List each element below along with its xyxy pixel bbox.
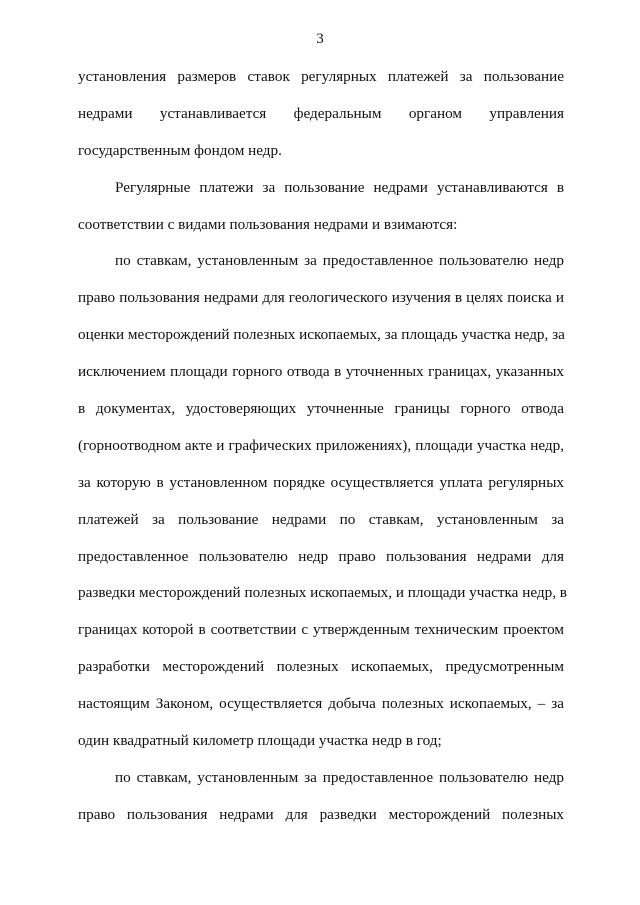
text-line: разработки месторождений полезных ископаемых, предусмотренным (78, 658, 564, 676)
text-line: один квадратный километр площади участка недр в год; (78, 732, 442, 750)
text-line: по ставкам, установленным за предоставленное пользователю недр (115, 252, 564, 270)
text-line: (горноотводном акте и графических приложениях), площади участка недр, (78, 436, 564, 454)
text-line: предоставленное пользователю недр право пользования недрами для (78, 547, 564, 565)
text-line: исключением площади горного отвода в уточненных границах, указанных (78, 363, 564, 381)
text-line: государственным фондом недр. (78, 141, 282, 159)
text-line: недрами устанавливается федеральным органом управления (78, 104, 564, 122)
body-text (78, 67, 567, 842)
text-line: право пользования недрами для разведки месторождений полезных (78, 805, 564, 823)
page-number: 3 (316, 31, 324, 47)
text-line: в документах, удостоверяющих уточненные границы горного отвода (78, 400, 564, 418)
text-line: границах которой в соответствии с утвержденным техническим проектом (78, 621, 564, 639)
text-line: по ставкам, установленным за предоставленное пользователю недр (115, 768, 564, 786)
text-line: право пользования недрами для геологического изучения в целях поиска и (78, 289, 564, 307)
text-line: настоящим Законом, осуществляется добыча полезных ископаемых, – за (78, 695, 564, 713)
text-line: платежей за пользование недрами по ставкам, установленным за (78, 510, 564, 528)
text-line: за которую в установленном порядке осуществляется уплата регулярных (78, 473, 564, 491)
text-line: оценки месторождений полезных ископаемых, за площадь участка недр, за (78, 326, 565, 344)
text-line: разведки месторождений полезных ископаемых, и площади участка недр, в (78, 584, 567, 602)
text-line: Регулярные платежи за пользование недрами устанавливаются в (115, 178, 564, 196)
text-line: соответствии с видами пользования недрами и взимаются: (78, 215, 458, 233)
text-line: установления размеров ставок регулярных платежей за пользование (78, 68, 564, 85)
